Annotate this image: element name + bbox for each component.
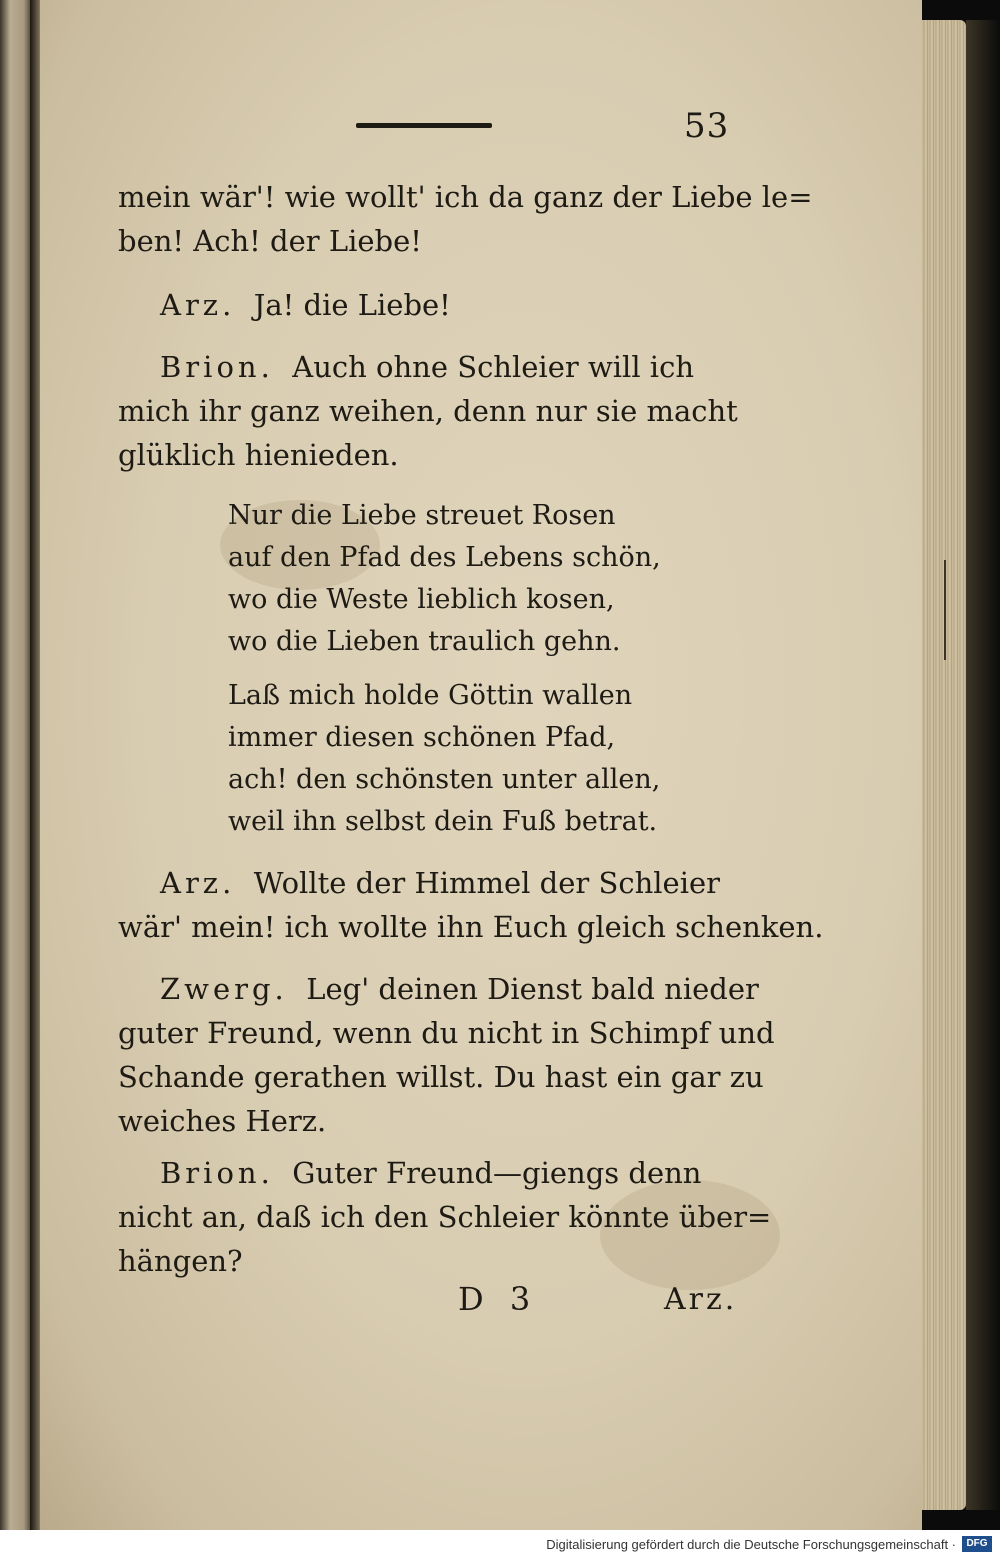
verse-line: wo die Lieben traulich gehn. xyxy=(228,626,621,657)
text-line: mein wär'! wie wollt' ich da ganz der Liebe le= xyxy=(118,180,813,214)
verse-line: immer diesen schönen Pfad, xyxy=(228,722,616,753)
text-line: nicht an, daß ich den Schleier könnte über= xyxy=(118,1200,772,1234)
speech-text: Auch ohne Schleier will ich xyxy=(292,350,695,384)
verse-line: Nur die Liebe streuet Rosen xyxy=(228,500,616,531)
page-number: 53 xyxy=(684,106,730,146)
speaker-name: Zwerg. xyxy=(160,972,288,1006)
speech-line xyxy=(160,972,759,1006)
speech-text: Leg' deinen Dienst bald nieder xyxy=(306,972,759,1006)
text-line: mich ihr ganz weihen, denn nur sie macht xyxy=(118,394,738,428)
header-rule xyxy=(356,123,492,128)
dfg-logo: DFG xyxy=(962,1536,992,1552)
speech-line xyxy=(160,288,451,322)
text-line: Schande gerathen willst. Du hast ein gar zu xyxy=(118,1060,764,1094)
page-stack-edge xyxy=(922,20,966,1510)
verse-line: ach! den schönsten unter allen, xyxy=(228,764,661,795)
speech-line xyxy=(160,866,720,900)
speech-text: Guter Freund—giengs denn xyxy=(292,1156,702,1190)
speaker-name: Arz. xyxy=(160,866,236,900)
speech-text: Ja! die Liebe! xyxy=(253,288,451,322)
text-line: guter Freund, wenn du nicht in Schimpf und xyxy=(118,1016,775,1050)
paper-stain xyxy=(600,1180,780,1290)
page-stack-shadow xyxy=(966,20,1000,1510)
verse-line: auf den Pfad des Lebens schön, xyxy=(228,542,661,573)
signature-mark: D 3 xyxy=(458,1280,539,1318)
speaker-name: Brion. xyxy=(160,350,274,384)
catchword: Arz. xyxy=(664,1282,738,1317)
digitization-credit: Digitalisierung gefördert durch die Deutsche Forschungsgemeinschaft · xyxy=(546,1537,956,1552)
text-line: ben! Ach! der Liebe! xyxy=(118,224,422,258)
text-line: wär' mein! ich wollte ihn Euch gleich schenken. xyxy=(118,910,824,944)
page-stack-mark xyxy=(944,560,946,660)
verse-line: wo die Weste lieblich kosen, xyxy=(228,584,615,615)
text-line: glüklich hienieden. xyxy=(118,438,399,472)
speaker-name: Arz. xyxy=(160,288,236,322)
verse-line: Laß mich holde Göttin wallen xyxy=(228,680,633,711)
speaker-name: Brion. xyxy=(160,1156,274,1190)
speech-line xyxy=(160,1156,701,1190)
speech-line xyxy=(160,350,694,384)
text-line: weiches Herz. xyxy=(118,1104,327,1138)
speech-text: Wollte der Himmel der Schleier xyxy=(253,866,720,900)
verse-line: weil ihn selbst dein Fuß betrat. xyxy=(228,806,658,837)
text-line: hängen? xyxy=(118,1244,243,1278)
left-page-edge xyxy=(0,0,34,1530)
